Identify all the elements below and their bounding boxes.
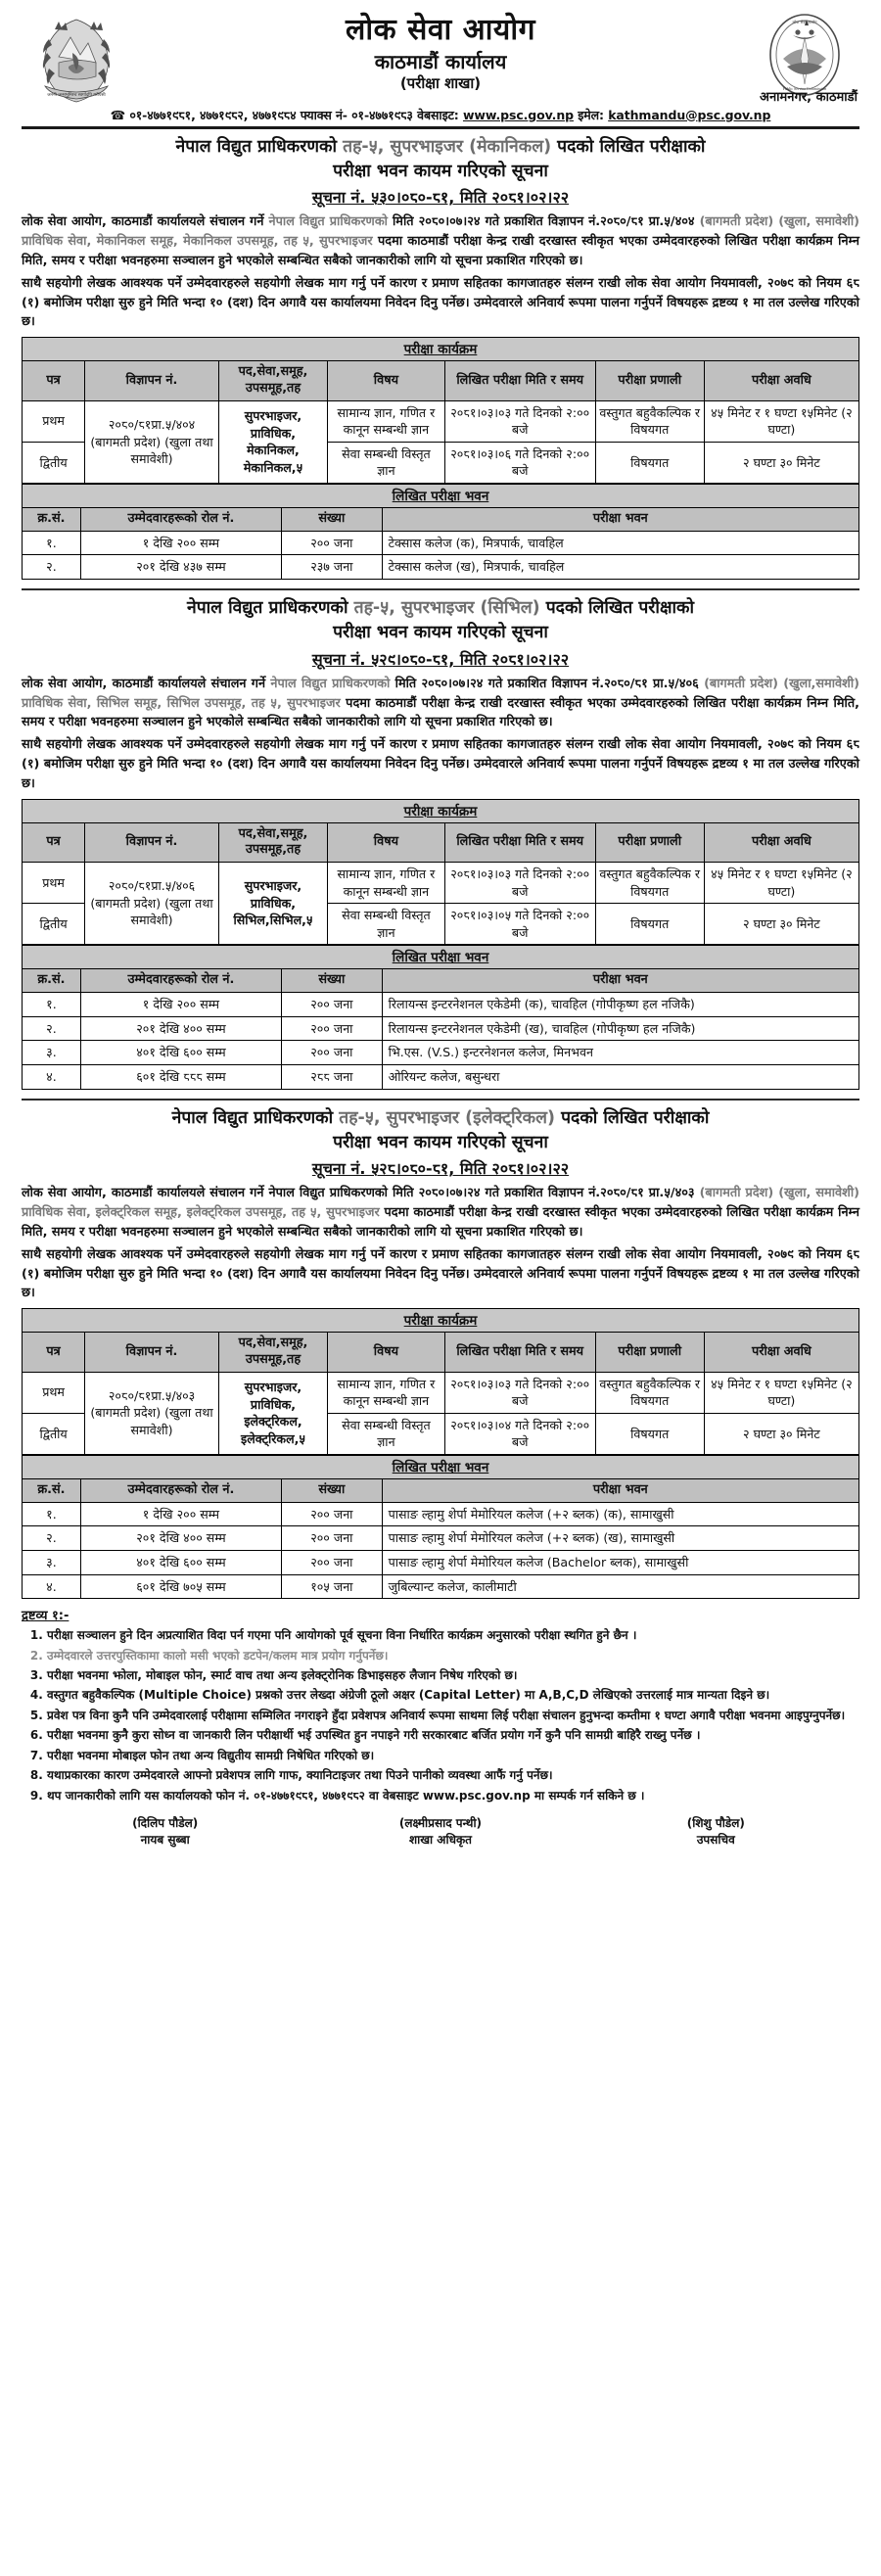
th-duration: परीक्षा अवधि <box>704 822 858 862</box>
cell-sn: १. <box>23 531 81 555</box>
notice-title-post: पदको लिखित परीक्षाको <box>555 1107 710 1128</box>
table-header-row <box>23 969 859 993</box>
org-branch: (परीक्षा शाखा) <box>399 73 482 92</box>
cell-count: २०० जना <box>282 1526 383 1551</box>
cell-patra: द्वितीय <box>23 1413 85 1454</box>
cell-duration: २ घण्टा ३० मिनेट <box>704 1413 858 1454</box>
email-label: इमेल: <box>578 107 604 122</box>
cell-post: सुपरभाइजर, प्राविधिक, इलेक्ट्रिकल, इलेक्ट्रिकल,५ <box>218 1372 327 1455</box>
th-subject: विषय <box>328 361 445 400</box>
cell-roll: २०१ देखि ४३७ सम्म <box>80 555 281 580</box>
note-item: 2. उम्मेदवारले उत्तरपुस्तिकामा कालो मसी भएको डटपेन/कलम मात्र प्रयोग गर्नुपर्नेछ। <box>47 1647 859 1665</box>
cell-date: २०८१।०३।०५ गते दिनको २:०० बजे <box>444 904 595 945</box>
email-link[interactable]: kathmandu@psc.gov.np <box>608 107 771 122</box>
note-item: 7. परीक्षा भवनमा मोबाइल फोन तथा अन्य विद्युतीय सामग्री निषेधित गरिएको छ। <box>47 1747 859 1765</box>
table-header-row <box>23 822 859 862</box>
cell-hall: ओरियन्ट कलेज, बसुन्धरा <box>382 1064 858 1089</box>
para-part-bold: लिखित परीक्षा कार्यक्रम <box>726 1205 834 1221</box>
table-header-row <box>23 508 859 532</box>
signature-block-1 <box>27 1815 302 1850</box>
cell-patra: प्रथम <box>23 400 85 442</box>
cell-sn: २. <box>23 1016 81 1041</box>
para-part-c: पदमा काठमाडौं परीक्षा केन्द्र राखी दरखास्त स्वीकृत भएका उम्मेदवारहरुको <box>372 234 725 250</box>
th-system: परीक्षा प्रणाली <box>595 822 704 862</box>
notice-paragraph-2: साथै सहयोगी लेखक आवश्यक पर्ने उम्मेदवारहरुले सहयोगी लेखक माग गर्नु पर्ने कारण र प्रमाण सहितका कागजातहरु संलग्न राखी लोक सेवा आयोग नियमावली, २०७९ को नियम ६८ (१) बमोजिम परीक्षा सुरु हुने मिति भन्दा १० (दश) दिन अगावै यस कार्यालयमा निवेदन दिनु पर्नेछ। उम्मेदवारले अनिवार्य रूपमा पालना गर्नुपर्ने विषयहरू द्रष्टव्य १ मा तल उल्लेख गरिएको छ। <box>22 1246 859 1301</box>
table-row <box>23 1372 859 1413</box>
table-row <box>23 993 859 1017</box>
cell-post: सुपरभाइजर, प्राविधिक, सिभिल,सिभिल,५ <box>218 862 327 945</box>
th-system: परीक्षा प्रणाली <box>595 361 704 400</box>
cell-subject: सेवा सम्बन्धी विस्तृत ज्ञान <box>328 904 445 945</box>
cell-hall: जुबिल्यान्ट कलेज, कालीमाटी <box>382 1574 858 1599</box>
cell-ad-no: २०८०/८१प्रा.५/४०६ (बागमती प्रदेश) (खुला तथा समावेशी) <box>85 862 219 945</box>
cell-sn: ३. <box>23 1041 81 1065</box>
signatory-title: उपसचिव <box>696 1833 735 1848</box>
cell-post: सुपरभाइजर, प्राविधिक, मेकानिकल, मेकानिकल,५ <box>218 400 327 484</box>
signature-block-3 <box>579 1815 854 1850</box>
th-count: संख्या <box>282 508 383 532</box>
para-part-c: पदमा काठमाडौं परीक्षा केन्द्र राखी दरखास्त स्वीकृत भएका उम्मेदवारहरुको <box>379 1205 727 1221</box>
table-row <box>23 1016 859 1041</box>
cell-roll: ६०१ देखि ७०५ सम्म <box>80 1574 281 1599</box>
notice-title-post-name: तह-५, सुपरभाइजर (मेकानिकल) <box>343 136 552 157</box>
exam-schedule-table <box>22 1332 859 1455</box>
cell-system: वस्तुगत बहुवैकल्पिक र विषयगत <box>595 1372 704 1413</box>
signatory-title: शाखा अधिकृत <box>408 1833 473 1848</box>
note-item: 4. वस्तुगत बहुवैकल्पिक (Multiple Choice) प्रश्नको उत्तर लेख्दा अंग्रेजी ठूलो अक्षर (Capital Letter) मा A,B,C,D लेखिएको उत्तरलाई मात्र मान्यता दिइने छ। <box>47 1686 859 1705</box>
th-sn: क्र.सं. <box>23 1479 81 1503</box>
cell-roll: ४०१ देखि ६०० सम्म <box>80 1041 281 1065</box>
cell-roll: १ देखि २०० सम्म <box>80 531 281 555</box>
th-patra: पत्र <box>23 361 85 400</box>
table-row <box>23 1550 859 1574</box>
cell-system: वस्तुगत बहुवैकल्पिक र विषयगत <box>595 400 704 442</box>
cell-count: २०० जना <box>282 1041 383 1065</box>
para-part-d: निम्न मिति, समय र परीक्षा भवनहरुमा सञ्चालन हुने भएकोले सम्बन्धित सबैको जानकारीको लागि यो सूचना प्रकाशित गरिएको छ। <box>22 1205 859 1240</box>
office-address: अनामनगर, काठमाडौं <box>760 90 858 105</box>
exam-schedule-table <box>22 822 859 946</box>
para-part-c: पदमा काठमाडौं परीक्षा केन्द्र राखी दरखास्त स्वीकृत भएका उम्मेदवारहरुको <box>340 695 694 711</box>
para-part-a: लोक सेवा आयोग, काठमाडौं कार्यालयले संचालन गर्ने नेपाल विद्युत प्राधिकरणको मिति २०८०।०७।२४ गते प्रकाशित विज्ञापन नं.२०८०/८१ प्रा.५/४०३ <box>22 1186 700 1201</box>
notice-title-pre: नेपाल विद्युत प्राधिकरणको <box>186 597 354 618</box>
cell-patra: द्वितीय <box>23 904 85 945</box>
cell-subject: सामान्य ज्ञान, गणित र कानून सम्बन्धी ज्ञान <box>328 1372 445 1413</box>
exam-hall-table <box>22 968 859 1089</box>
cell-count: २०० जना <box>282 1502 383 1526</box>
notice-paragraph-2: साथै सहयोगी लेखक आवश्यक पर्ने उम्मेदवारहरुले सहयोगी लेखक माग गर्नु पर्ने कारण र प्रमाण सहितका कागजातहरु संलग्न राखी लोक सेवा आयोग नियमावली, २०७९ को नियम ६८ (१) बमोजिम परीक्षा सुरु हुने मिति भन्दा १० (दश) दिन अगावै यस कार्यालयमा निवेदन दिनु पर्नेछ। उम्मेदवारले अनिवार्य रूपमा पालना गर्नुपर्ने विषयहरू द्रष्टव्य १ मा तल उल्लेख गरिएको छ। <box>22 275 859 330</box>
th-duration: परीक्षा अवधि <box>704 1333 858 1372</box>
signatory-title: नायब सुब्बा <box>140 1833 190 1848</box>
website-link[interactable]: www.psc.gov.np <box>462 107 574 122</box>
cell-system: वस्तुगत बहुवैकल्पिक र विषयगत <box>595 862 704 903</box>
cell-roll: ६०१ देखि ८८८ सम्म <box>80 1064 281 1089</box>
cell-count: १०५ जना <box>282 1574 383 1599</box>
phone-fax-text: ☎ ०१-४७७१९८१, ४७७१९८२, ४७७१९८४ फ्याक्स नं- ०१-४७७१९८३ वेबसाइट: <box>110 107 459 122</box>
th-subject: विषय <box>328 1333 445 1372</box>
notice-title <box>49 1106 832 1156</box>
cell-roll: २०१ देखि ४०० सम्म <box>80 1526 281 1551</box>
th-post: पद,सेवा,समूह, उपसमूह,तह <box>218 361 327 400</box>
cell-hall: पासाङ ल्हामु शेर्पा मेमोरियल कलेज (+२ ब्लक) (ख), सामाखुसी <box>382 1526 858 1551</box>
notice-section-mechanical <box>22 135 859 580</box>
note-item: 6. परीक्षा भवनमा कुनै कुरा सोध्न वा जानकारी लिन परीक्षार्थी भई उपस्थित हुन नपाइने गरी सरकारबाट बर्जित प्रयोग गर्ने कुनै पनि सामग्री बाहिरै राख्नु पर्नेछ । <box>47 1726 859 1745</box>
th-sn: क्र.सं. <box>23 508 81 532</box>
cell-hall: रिलायन्स इन्टरनेशनल एकेडेमी (क), चावहिल (गोपीकृष्ण हल नजिकै) <box>382 993 858 1017</box>
notice-number: सूचना नं. ५२८।०८०-८१, मिति २०८१।०२।२२ <box>311 1159 570 1179</box>
notice-paragraphs <box>22 675 859 794</box>
cell-date: २०८१।०३।०३ गते दिनको २:०० बजे <box>444 1372 595 1413</box>
cell-count: २३७ जना <box>282 555 383 580</box>
table-row <box>23 400 859 442</box>
nepal-government-emblem <box>22 12 131 108</box>
th-post: पद,सेवा,समूह, उपसमूह,तह <box>218 1333 327 1372</box>
th-roll: उम्मेदवारहरूको रोल नं. <box>80 1479 281 1503</box>
notice-title-post-name: तह-५, सुपरभाइजर (इलेक्ट्रिकल) <box>339 1107 555 1128</box>
para-part-grey2: (बागमती प्रदेश) (खुला, समावेशी) प्राविधिक सेवा, मेकानिकल समूह, मेकानिकल उपसमूह, तह ५, सुपरभाइजर <box>22 214 859 250</box>
notice-title-pre: नेपाल विद्युत प्राधिकरणको <box>171 1107 340 1128</box>
cell-ad-no: २०८०/८१प्रा.५/४०४ (बागमती प्रदेश) (खुला तथा समावेशी) <box>85 400 219 484</box>
hall-caption: लिखित परीक्षा भवन <box>22 484 859 507</box>
exam-hall-table <box>22 507 859 580</box>
hall-caption: लिखित परीक्षा भवन <box>22 945 859 968</box>
note-item: 5. प्रवेश पत्र विना कुनै पनि उम्मेदवारलाई परीक्षामा सम्मिलित नगराइने हुँदा प्रवेशपत्र अनिवार्य रूपमा साथमा लिई परीक्षा संचालन हुनुभन्दा कम्तीमा १ घण्टा अगावै परीक्षा भवनमा आइपुग्नुपर्नेछ। <box>47 1707 859 1725</box>
notes-list <box>22 1626 859 1805</box>
table-header-row <box>23 1479 859 1503</box>
th-hall: परीक्षा भवन <box>382 969 858 993</box>
cell-duration: २ घण्टा ३० मिनेट <box>704 442 858 483</box>
notes-heading: द्रष्टव्य १:- <box>22 1609 70 1624</box>
th-roll: उम्मेदवारहरूको रोल नं. <box>80 969 281 993</box>
cell-sn: २. <box>23 1526 81 1551</box>
cell-system: विषयगत <box>595 904 704 945</box>
th-sn: क्र.सं. <box>23 969 81 993</box>
svg-text:Public Service Commission: Public Service Commission <box>782 86 827 91</box>
cell-system: विषयगत <box>595 1413 704 1454</box>
th-ad-no: विज्ञापन नं. <box>85 361 219 400</box>
cell-roll: १ देखि २०० सम्म <box>80 993 281 1017</box>
notice-title-post-name: तह-५, सुपरभाइजर (सिभिल) <box>353 597 540 618</box>
cell-patra: द्वितीय <box>23 442 85 483</box>
cell-sn: ४. <box>23 1574 81 1599</box>
para-part-b: मिति २०८०।०७।२४ गते प्रकाशित विज्ञापन नं.२०८०/८१ प्रा.५/४०४ <box>387 214 700 230</box>
notice-paragraph-1 <box>22 1184 859 1241</box>
th-date: लिखित परीक्षा मिति र समय <box>444 361 595 400</box>
notice-paragraph-1 <box>22 675 859 732</box>
cell-sn: २. <box>23 555 81 580</box>
section-divider <box>22 1099 859 1101</box>
notice-number: सूचना नं. ५३०।०८०-८१, मिति २०८१।०२।२२ <box>311 188 570 208</box>
para-part-a: लोक सेवा आयोग, काठमाडौं कार्यालयले संचालन गर्ने <box>22 214 269 230</box>
note-item: 3. परीक्षा भवनमा झोला, मोबाइल फोन, स्मार्ट वाच तथा अन्य इलेक्ट्रोनिक डिभाइसहरु लैजान निषेध गरिएको छ। <box>47 1666 859 1685</box>
svg-text:जननी जन्मभूमिश्च स्वर्गादपि गर: जननी जन्मभूमिश्च स्वर्गादपि गरीयसी <box>47 93 106 98</box>
th-patra: पत्र <box>23 1333 85 1372</box>
para-part-bold: लिखित परीक्षा कार्यक्रम <box>693 695 802 711</box>
header-divider <box>22 126 859 129</box>
cell-date: २०८१।०३।०६ गते दिनको २:०० बजे <box>444 442 595 483</box>
cell-ad-no: २०८०/८१प्रा.५/४०३ (बागमती प्रदेश) (खुला तथा समावेशी) <box>85 1372 219 1455</box>
notice-paragraphs <box>22 212 859 332</box>
notice-title-line2: परीक्षा भवन कायम गरिएको सूचना <box>333 623 548 643</box>
para-part-d: निम्न मिति, समय र परीक्षा भवनहरुमा सञ्चालन हुने भएकोले सम्बन्धित सबैको जानकारीको लागि यो सूचना प्रकाशित गरिएको छ। <box>22 234 859 268</box>
masthead-titles <box>131 12 750 92</box>
signatory-name: (शिशु पौडेल) <box>686 1816 745 1831</box>
th-duration: परीक्षा अवधि <box>704 361 858 400</box>
para-part-grey1: नेपाल विद्युत प्राधिकरणको <box>268 214 388 230</box>
cell-duration: २ घण्टा ३० मिनेट <box>704 904 858 945</box>
cell-duration: ४५ मिनेट र १ घण्टा १५मिनेट (२ घण्टा) <box>704 400 858 442</box>
notice-title-line2: परीक्षा भवन कायम गरिएको सूचना <box>333 161 548 181</box>
cell-duration: ४५ मिनेट र १ घण्टा १५मिनेट (२ घण्टा) <box>704 862 858 903</box>
cell-hall: पासाङ ल्हामु शेर्पा मेमोरियल कलेज (Bachelor ब्लक), सामाखुसी <box>382 1550 858 1574</box>
th-date: लिखित परीक्षा मिति र समय <box>444 822 595 862</box>
signature-block-2 <box>302 1815 578 1850</box>
cell-duration: ४५ मिनेट र १ घण्टा १५मिनेट (२ घण्टा) <box>704 1372 858 1413</box>
notice-title <box>49 596 832 646</box>
cell-count: २८८ जना <box>282 1064 383 1089</box>
signature-row <box>22 1815 859 1850</box>
cell-roll: १ देखि २०० सम्म <box>80 1502 281 1526</box>
table-row <box>23 1502 859 1526</box>
th-system: परीक्षा प्रणाली <box>595 1333 704 1372</box>
table-row <box>23 1041 859 1065</box>
th-hall: परीक्षा भवन <box>382 1479 858 1503</box>
contact-line <box>22 107 859 123</box>
exam-hall-table <box>22 1478 859 1599</box>
th-post: पद,सेवा,समूह, उपसमूह,तह <box>218 822 327 862</box>
signatory-name: (दिलिप पौडेल) <box>132 1816 199 1831</box>
exam-schedule-table <box>22 360 859 484</box>
schedule-caption: परीक्षा कार्यक्रम <box>22 337 859 360</box>
note-item: 1. परीक्षा सञ्चालन हुने दिन अप्रत्याशित विदा पर्न गएमा पनि आयोगको पूर्व सूचना विना निर्धारित कार्यक्रम अनुसारको परीक्षा स्थगित हुने छैन । <box>47 1626 859 1645</box>
notice-title-line2: परीक्षा भवन कायम गरिएको सूचना <box>333 1132 548 1152</box>
cell-subject: सेवा सम्बन्धी विस्तृत ज्ञान <box>328 442 445 483</box>
cell-roll: ४०१ देखि ६०० सम्म <box>80 1550 281 1574</box>
notice-paragraph-1 <box>22 212 859 270</box>
th-date: लिखित परीक्षा मिति र समय <box>444 1333 595 1372</box>
table-row <box>23 555 859 580</box>
cell-date: २०८१।०३।०४ गते दिनको २:०० बजे <box>444 1413 595 1454</box>
cell-hall: पासाङ ल्हामु शेर्पा मेमोरियल कलेज (+२ ब्लक) (क), सामाखुसी <box>382 1502 858 1526</box>
table-row <box>23 531 859 555</box>
notice-title <box>49 135 832 185</box>
th-roll: उम्मेदवारहरूको रोल नं. <box>80 508 281 532</box>
cell-date: २०८१।०३।०३ गते दिनको २:०० बजे <box>444 862 595 903</box>
th-hall: परीक्षा भवन <box>382 508 858 532</box>
cell-sn: ३. <box>23 1550 81 1574</box>
notice-section-electrical <box>22 1106 859 1600</box>
notice-section-civil <box>22 596 859 1090</box>
table-row <box>23 862 859 903</box>
para-part-bold: लिखित परीक्षा कार्यक्रम <box>724 234 833 250</box>
notice-title-pre: नेपाल विद्युत प्राधिकरणको <box>175 136 344 157</box>
notice-paragraph-2: साथै सहयोगी लेखक आवश्यक पर्ने उम्मेदवारहरुले सहयोगी लेखक माग गर्नु पर्ने कारण र प्रमाण सहितका कागजातहरु संलग्न राखी लोक सेवा आयोग नियमावली, २०७९ को नियम ६८ (१) बमोजिम परीक्षा सुरु हुने मिति भन्दा १० (दश) दिन अगावै यस कार्यालयमा निवेदन दिनु पर्नेछ। उम्मेदवारले अनिवार्य रूपमा पालना गर्नुपर्ने विषयहरू द्रष्टव्य १ मा तल उल्लेख गरिएको छ। <box>22 737 859 791</box>
table-row <box>23 1574 859 1599</box>
para-part-grey1: नेपाल विद्युत प्राधिकरणको <box>270 676 391 691</box>
para-part-d: निम्न मिति, समय र परीक्षा भवनहरुमा सञ्चालन हुने भएकोले सम्बन्धित सबैको जानकारीको लागि यो सूचना प्रकाशित गरिएको छ। <box>22 695 859 730</box>
table-header-row <box>23 361 859 400</box>
org-office: काठमाडौं कार्यालय <box>374 49 507 73</box>
notice-paragraphs <box>22 1184 859 1303</box>
cell-patra: प्रथम <box>23 1372 85 1413</box>
th-patra: पत्र <box>23 822 85 862</box>
notice-title-post: पदको लिखित परीक्षाको <box>539 597 695 618</box>
cell-count: २०० जना <box>282 993 383 1017</box>
cell-count: २०० जना <box>282 1550 383 1574</box>
table-header-row <box>23 1333 859 1372</box>
cell-subject: सेवा सम्बन्धी विस्तृत ज्ञान <box>328 1413 445 1454</box>
cell-system: विषयगत <box>595 442 704 483</box>
notice-number: सूचना नं. ५२९।०८०-८१, मिति २०८१।०२।२२ <box>311 649 570 669</box>
th-ad-no: विज्ञापन नं. <box>85 822 219 862</box>
section-divider <box>22 588 859 590</box>
cell-hall: भि.एस. (V.S.) इन्टरनेशनल कलेज, मिनभवन <box>382 1041 858 1065</box>
cell-count: २०० जना <box>282 531 383 555</box>
note-item: 9. थप जानकारीको लागि यस कार्यालयको फोन नं. ०१-४७७१९८१, ४७७१९८२ वा वेबसाइट www.psc.gov.np मा सम्पर्क गर्न सकिने छ । <box>47 1787 859 1805</box>
signatory-name: (लक्ष्मीप्रसाद पन्थी) <box>398 1816 483 1831</box>
svg-text:लोक सेवा आयोग: लोक सेवा आयोग <box>792 20 817 24</box>
cell-date: २०८१।०३।०३ गते दिनको २:०० बजे <box>444 400 595 442</box>
cell-hall: टेक्सास कलेज (ख), मित्रपार्क, चावहिल <box>382 555 858 580</box>
th-count: संख्या <box>282 969 383 993</box>
para-part-grey2: (बागमती प्रदेश) (खुला,समावेशी) प्राविधिक सेवा, सिभिल समूह, सिभिल उपसमूह, तह ५, सुपरभाइजर <box>22 676 859 711</box>
cell-roll: २०१ देखि ४०० सम्म <box>80 1016 281 1041</box>
cell-sn: ४. <box>23 1064 81 1089</box>
note-item: 8. यथाप्रकारका कारण उम्मेदवारले आफ्नो प्रवेशपत्र लागि गाफ, क्यानिटाइजर तथा पिउने पानीको व्यवस्था आफैं गर्नु पर्नेछ। <box>47 1766 859 1785</box>
th-subject: विषय <box>328 822 445 862</box>
para-part-b: मिति २०८०।०७।२४ गते प्रकाशित विज्ञापन नं.२०८०/८१ प्रा.५/४०६ <box>390 676 705 691</box>
org-title: लोक सेवा आयोग <box>346 13 535 47</box>
cell-count: २०० जना <box>282 1016 383 1041</box>
cell-patra: प्रथम <box>23 862 85 903</box>
table-row <box>23 1064 859 1089</box>
schedule-caption: परीक्षा कार्यक्रम <box>22 1308 859 1332</box>
cell-hall: टेक्सास कलेज (क), मित्रपार्क, चावहिल <box>382 531 858 555</box>
para-part-grey2: (बागमती प्रदेश) (खुला, समावेशी) प्राविधिक सेवा, इलेक्ट्रिकल समूह, इलेक्ट्रिकल उपसमूह, तह ५, सुपरभाइजर <box>22 1186 859 1221</box>
notice-title-post: पदको लिखित परीक्षाको <box>551 136 706 157</box>
schedule-caption: परीक्षा कार्यक्रम <box>22 799 859 822</box>
cell-hall: रिलायन्स इन्टरनेशनल एकेडेमी (ख), चावहिल (गोपीकृष्ण हल नजिकै) <box>382 1016 858 1041</box>
th-count: संख्या <box>282 1479 383 1503</box>
table-row <box>23 1526 859 1551</box>
cell-subject: सामान्य ज्ञान, गणित र कानून सम्बन्धी ज्ञान <box>328 400 445 442</box>
cell-sn: १. <box>23 993 81 1017</box>
hall-caption: लिखित परीक्षा भवन <box>22 1455 859 1478</box>
cell-subject: सामान्य ज्ञान, गणित र कानून सम्बन्धी ज्ञान <box>328 862 445 903</box>
th-ad-no: विज्ञापन नं. <box>85 1333 219 1372</box>
para-part-a: लोक सेवा आयोग, काठमाडौं कार्यालयले संचालन गर्ने <box>22 676 271 691</box>
cell-sn: १. <box>23 1502 81 1526</box>
